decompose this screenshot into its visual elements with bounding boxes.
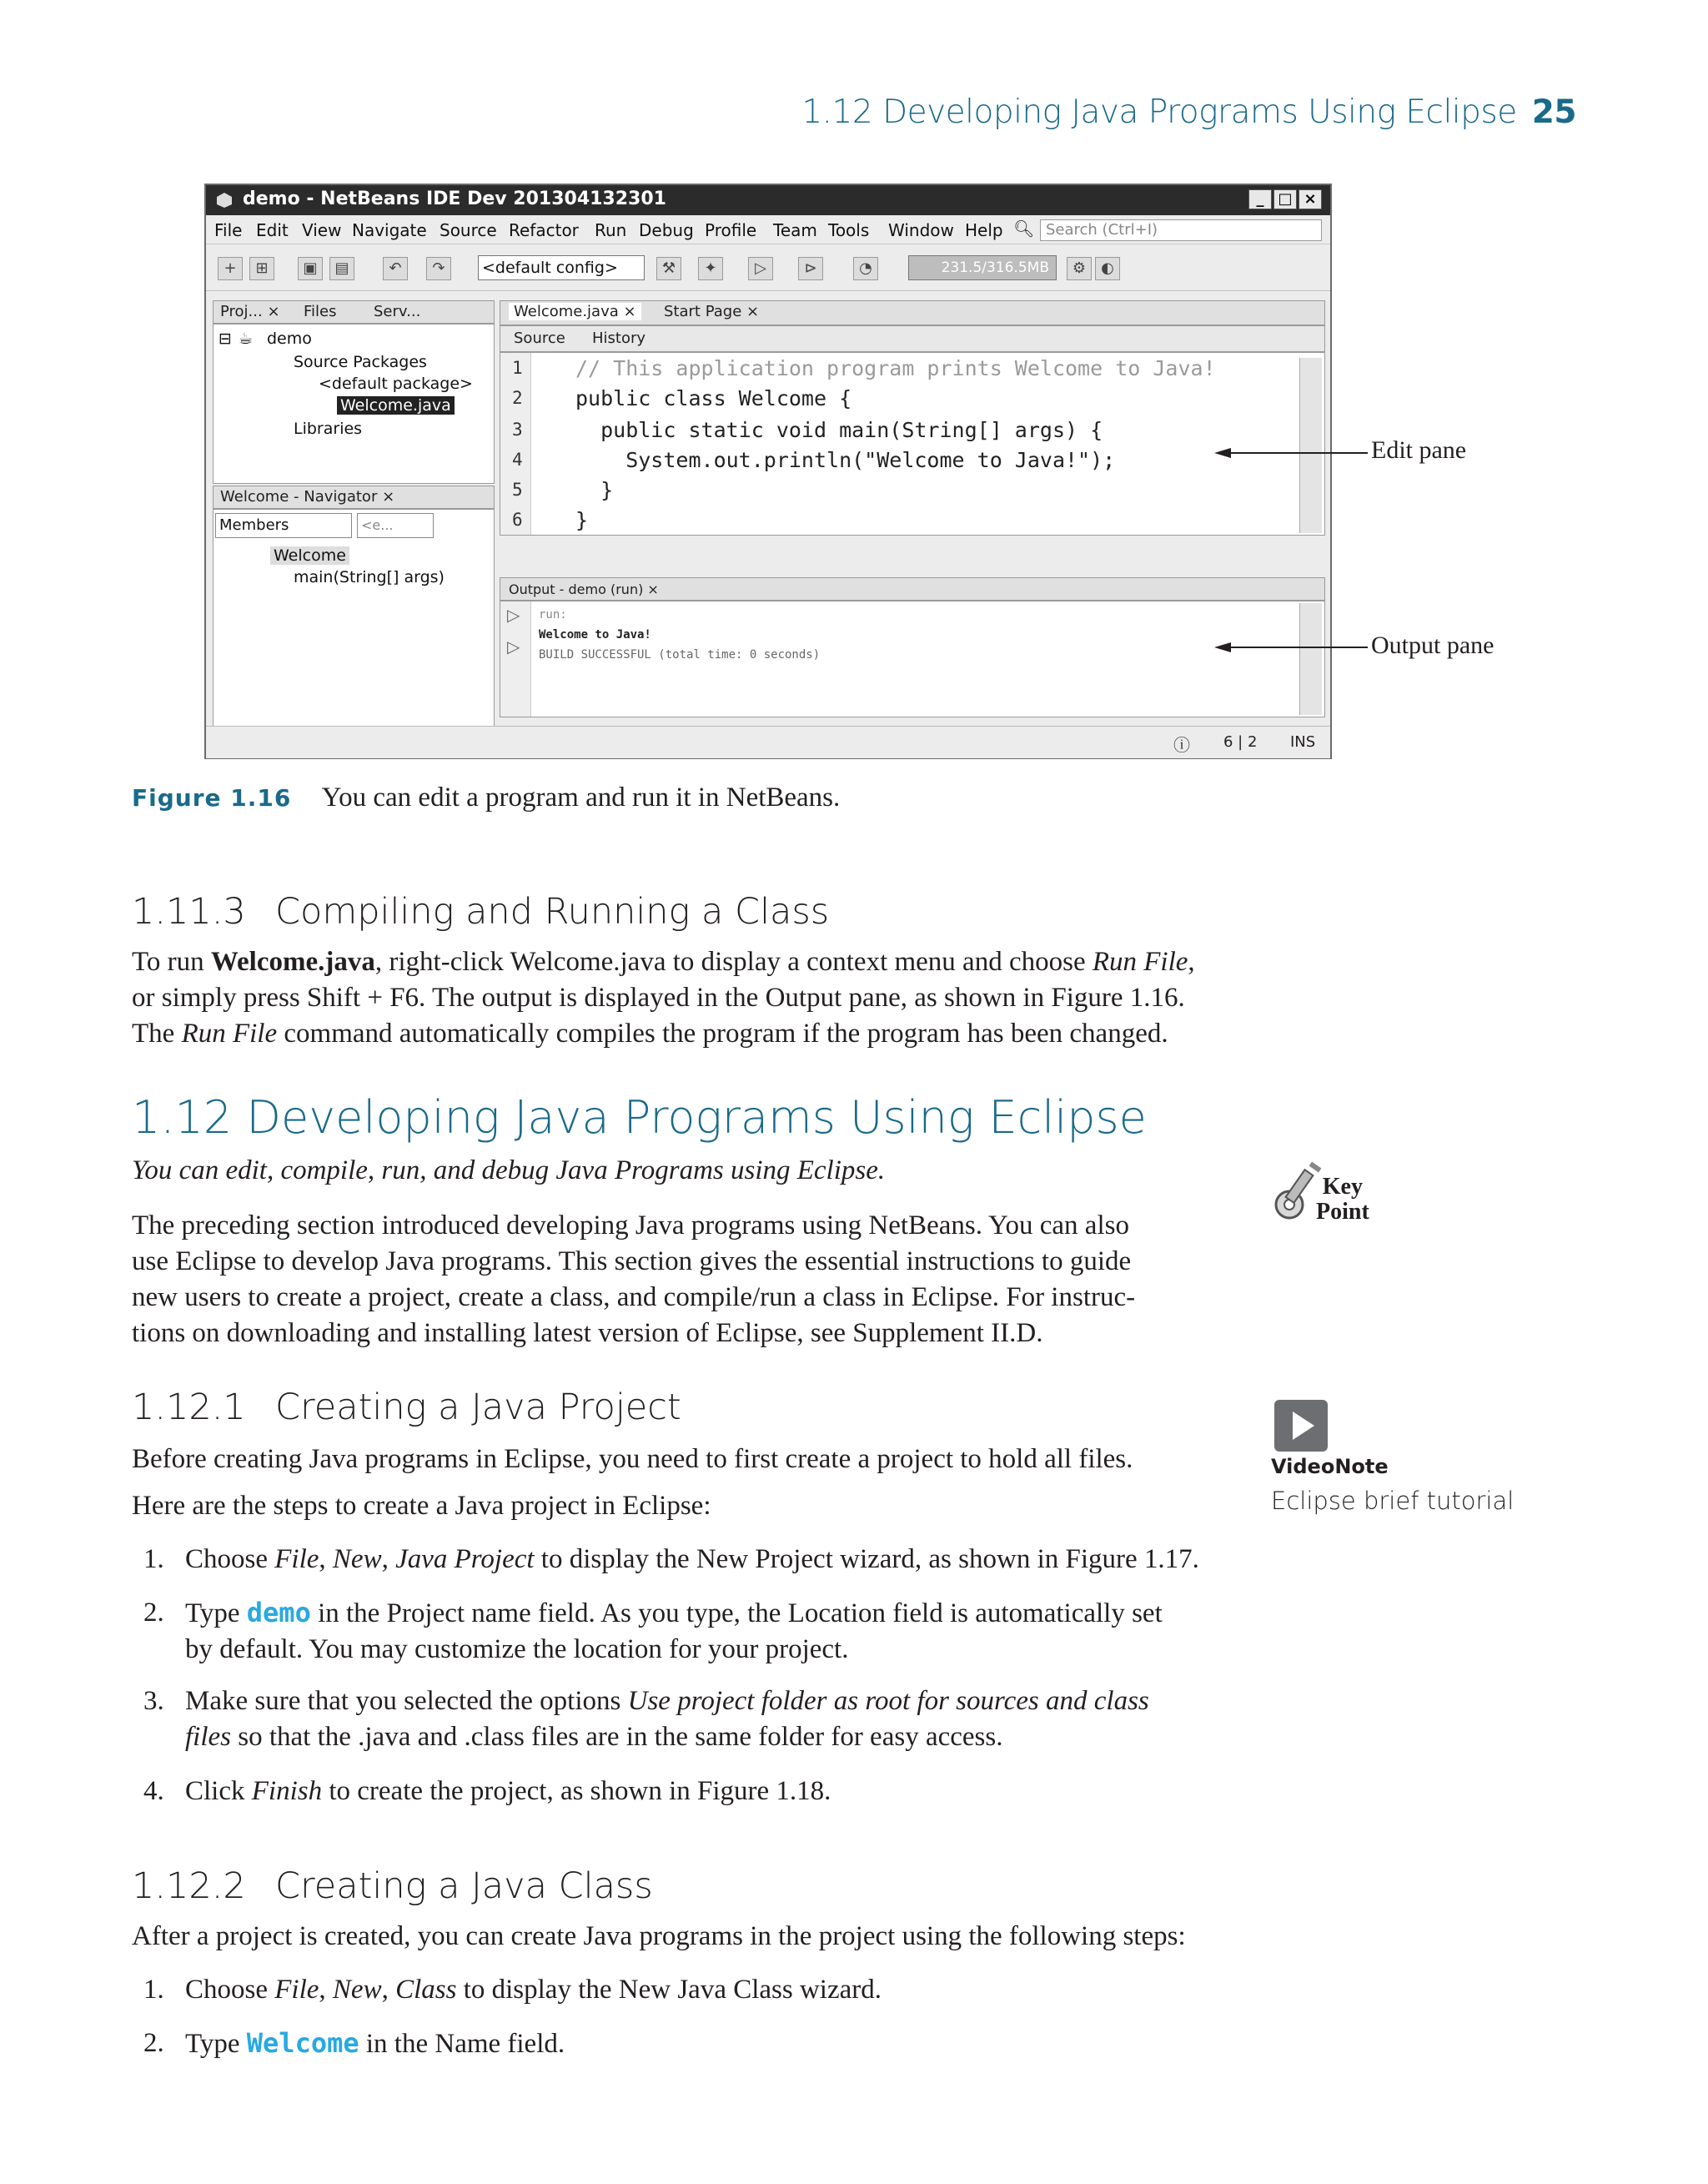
key-point-text: You can edit, compile, run, and debug Java Programs using Eclipse. [132,1155,886,1185]
menu-tools[interactable]: Tools [828,220,870,240]
text-line: by default. You may customize the location for your project. [185,1634,849,1664]
running-head [801,93,1576,131]
status-bar [206,726,1330,758]
callout-arrows [1209,442,1376,659]
running-head-title: 1.12 Developing Java Programs Using Eclipse [801,93,1517,131]
tree-demo[interactable]: demo [267,330,312,348]
list-number: 1. [143,1975,164,2005]
text-run: to display the New Java Class wizard. [456,1975,882,2005]
tree-source-packages[interactable]: Source Packages [294,353,427,371]
output-title[interactable]: Output - demo (run) × [509,581,659,597]
undo-icon[interactable]: ↶ [383,257,408,280]
open-project-icon[interactable]: ▣ [298,257,323,280]
text-run: Click [185,1776,252,1806]
menu-team[interactable]: Team [773,220,817,240]
text-run: command automatically compiles the program if the program has been changed. [277,1019,1168,1049]
tree-default-package[interactable]: <default package> [319,375,473,393]
text-run: Type [185,1598,247,1628]
insert-mode: INS [1290,733,1316,751]
inline-code: Welcome [246,2027,359,2059]
list-number: 1. [143,1544,164,1574]
line-number: 1 [512,358,523,378]
netbeans-screenshot [204,184,1332,759]
members-select[interactable]: Members [215,513,352,538]
text-run: Choose [185,1975,275,2005]
text-run-italic: New [332,1544,382,1574]
tab-projects[interactable]: Proj... × [220,303,280,320]
text-run: To run [132,947,211,977]
heading-text: Compiling and Running a Class [275,891,830,933]
output-line: Welcome to Java! [539,628,651,642]
text-run-bold: Welcome.java [210,947,375,977]
new-project-icon[interactable]: ⊞ [249,257,274,280]
text-run: Make sure that you selected the options [185,1686,628,1716]
tree-libraries[interactable]: Libraries [294,420,363,438]
heading-number: 1.12.2 [132,1865,246,1907]
menu-window[interactable]: Window [888,220,954,240]
cursor-position: 6 | 2 [1223,733,1258,751]
section-heading-112: 1.12 Developing Java Programs Using Eclipse [132,1091,1147,1144]
figure-caption-text: You can edit a program and run it in NetBeans. [321,783,841,813]
clean-build-icon[interactable]: ✦ [698,257,723,280]
inline-code: demo [246,1597,311,1628]
edit-pane-arrowhead [1214,448,1231,458]
filter-select[interactable]: <e... [357,513,434,538]
menu-source[interactable]: Source [440,220,497,240]
section-heading-1122 [132,1865,653,1907]
text-run: , [319,1544,333,1574]
netbeans-logo-icon [216,192,233,209]
text-line: tions on downloading and installing latest version of Eclipse, see Supplement II.D. [132,1318,1043,1348]
text-run-italic: File [274,1544,319,1574]
profiler-snapshot-icon[interactable]: ◐ [1095,257,1120,280]
text-run: in the Project name field. As you type, the Location field is automatically set [310,1598,1163,1628]
text-run: Choose [185,1544,275,1574]
search-icon[interactable]: 🔍︎ [1013,219,1035,239]
figure-caption [132,783,840,813]
tab-source[interactable]: Source [514,330,565,347]
close-button[interactable]: × [1299,189,1322,209]
menu-run[interactable]: Run [595,220,627,240]
key-label-line: Point [1316,1199,1369,1225]
new-file-icon[interactable]: + [218,257,243,280]
list-item [143,2025,1253,2062]
text-line: use Eclipse to develop Java programs. This section gives the essential instructions to guide [132,1246,1132,1276]
paragraph-1121b [132,1488,1249,1524]
text-run: The [132,1019,182,1049]
projects-panel [213,324,495,484]
tab-welcome-java[interactable]: Welcome.java × [509,303,641,320]
list-number: 2. [143,2028,164,2058]
text-run-italic: Run File [1092,947,1188,977]
text-line: The preceding section introduced developing Java programs using NetBeans. You can also [132,1210,1129,1240]
navigator-panel [213,509,495,734]
code-line: // This application program prints Welcome to Java! [575,356,1216,380]
list-item [143,1683,1253,1755]
line-number: 6 [512,510,523,530]
editor-tabbar [500,300,1325,325]
project-icon: ☕ [239,330,254,348]
menu-debug[interactable]: Debug [639,220,694,240]
nav-welcome[interactable]: Welcome [270,546,349,565]
edit-pane[interactable] [500,352,1325,536]
text-run-italic: Java Project [395,1544,535,1574]
key-label-line: Key [1322,1174,1363,1200]
window-title: demo - NetBeans IDE Dev 201304132301 [243,189,666,209]
code-line: public static void main(String[] args) { [575,418,1103,442]
key-point-label [1316,1175,1369,1225]
text-line: Before creating Java programs in Eclipse, you need to first create a project to hold all files. [132,1444,1133,1474]
text-run-italic: Class [395,1975,457,2005]
heading-number: 1.11.3 [132,891,246,933]
tab-start-page[interactable]: Start Page × [664,303,760,320]
text-line: new users to create a project, create a class, and compile/run a class in Eclipse. For instruc- [132,1282,1136,1312]
toolbar [206,245,1330,291]
list-item [143,1774,1253,1809]
redo-icon[interactable]: ↷ [426,257,451,280]
text-run: , [381,1544,396,1574]
code-line: } [575,508,589,532]
tree-welcome-java[interactable]: Welcome.java [337,396,455,415]
text-run-italic: Use project folder as root for sources and class [627,1686,1149,1716]
menu-profile[interactable]: Profile [705,220,757,240]
output-line: run: [539,608,567,621]
gc-icon[interactable]: ⚙ [1067,257,1092,280]
text-run-italic: files [185,1722,231,1752]
run-icon[interactable]: ▷ [748,257,773,280]
text-run: , [381,1975,396,2005]
code-line: } [575,478,614,502]
text-line: Here are the steps to create a Java project in Eclipse: [132,1491,711,1521]
line-number: 5 [512,480,523,500]
videonote-label: VideoNote [1271,1455,1389,1478]
list-item [143,1972,1253,2008]
paragraph-1113 [132,944,1249,1052]
list-number: 2. [143,1598,164,1628]
window-titlebar [206,185,1330,215]
output-tabbar [500,577,1325,601]
tab-services[interactable]: Serv... [374,303,421,320]
navigator-tabbar [213,486,495,509]
paragraph-1121 [132,1442,1249,1477]
text-run-italic: New [332,1975,382,2005]
list-number: 4. [143,1776,164,1806]
search-input[interactable]: Search (Ctrl+I) [1040,219,1322,241]
heading-text: Creating a Java Class [275,1865,653,1907]
text-run: , [1188,947,1195,977]
text-run: , right-click Welcome.java to display a context menu and choose [374,947,1093,977]
text-run: , [319,1975,333,2005]
save-all-icon[interactable]: ▤ [329,257,354,280]
list-item [143,1542,1253,1578]
navigator-title[interactable]: Welcome - Navigator × [220,488,395,506]
section-heading-1121 [132,1386,681,1428]
line-gutter [500,353,531,535]
edit-pane-label: Edit pane [1371,436,1467,464]
debug-icon[interactable]: ⊳ [798,257,823,280]
expand-toggle-icon[interactable]: ⊟ [219,330,232,348]
videonote-play-icon[interactable] [1273,1398,1329,1453]
output-pane-arrowhead [1214,642,1231,652]
heading-text: Creating a Java Project [275,1386,681,1428]
editor-subtabbar [500,325,1325,352]
output-line: BUILD SUCCESSFUL (total time: 0 seconds) [539,648,821,662]
tab-files[interactable]: Files [304,303,337,320]
figure-label: Figure 1.16 [132,784,292,812]
list-item [143,1595,1253,1668]
section-heading-1113 [132,891,829,933]
line-number: 2 [512,388,523,408]
tab-history[interactable]: History [592,330,646,347]
menu-refactor[interactable]: Refactor [509,220,579,240]
nav-main[interactable]: main(String[] args) [294,568,445,586]
text-run: so that the .java and .class files are in the same folder for easy access. [231,1722,1003,1752]
menu-help[interactable]: Help [965,220,1003,240]
text-run-italic: File [274,1975,319,2005]
build-icon[interactable]: ⚒ [656,257,681,280]
list-number: 3. [143,1686,164,1716]
heading-number: 1.12.1 [132,1386,246,1428]
paragraph-112 [132,1208,1249,1351]
notification-icon[interactable]: ⓘ [1173,735,1190,755]
line-number: 3 [512,420,523,440]
text-run: to display the New Project wizard, as shown in Figure 1.17. [534,1544,1199,1574]
menu-file[interactable]: File [214,220,243,240]
output-pane[interactable] [500,601,1325,717]
text-line: or simply press Shift + F6. The output is displayed in the Output pane, as shown in Figure 1.16. [132,983,1185,1013]
line-number: 4 [512,450,523,470]
page-number: 25 [1531,93,1576,131]
menu-edit[interactable]: Edit [256,220,289,240]
rerun-different-icon[interactable]: ▷ [507,637,520,657]
output-pane-label: Output pane [1371,632,1494,659]
text-run: Type [185,2029,247,2059]
minimize-button[interactable]: _ [1248,189,1272,209]
code-line: public class Welcome { [575,386,852,410]
config-select[interactable]: <default config> [478,255,645,280]
text-run-italic: Run File [181,1019,278,1049]
text-run-italic: Finish [251,1776,323,1806]
maximize-button[interactable]: □ [1273,189,1297,209]
projects-tabbar [213,300,495,324]
text-run: in the Name field. [359,2029,565,2059]
paragraph-1122 [132,1919,1249,1955]
code-line: System.out.println("Welcome to Java!"); [575,448,1116,472]
text-line: After a project is created, you can create Java programs in the project using the following steps: [132,1921,1186,1951]
menu-view[interactable]: View [302,220,342,240]
rerun-icon[interactable]: ▷ [507,605,520,625]
menu-navigate[interactable]: Navigate [352,220,427,240]
text-run: to create the project, as shown in Figure 1.18. [322,1776,831,1806]
memory-indicator[interactable]: 231.5/316.5MB [908,255,1057,280]
profile-icon[interactable]: ◔ [853,257,878,280]
videonote-text: Eclipse brief tutorial [1271,1487,1515,1515]
